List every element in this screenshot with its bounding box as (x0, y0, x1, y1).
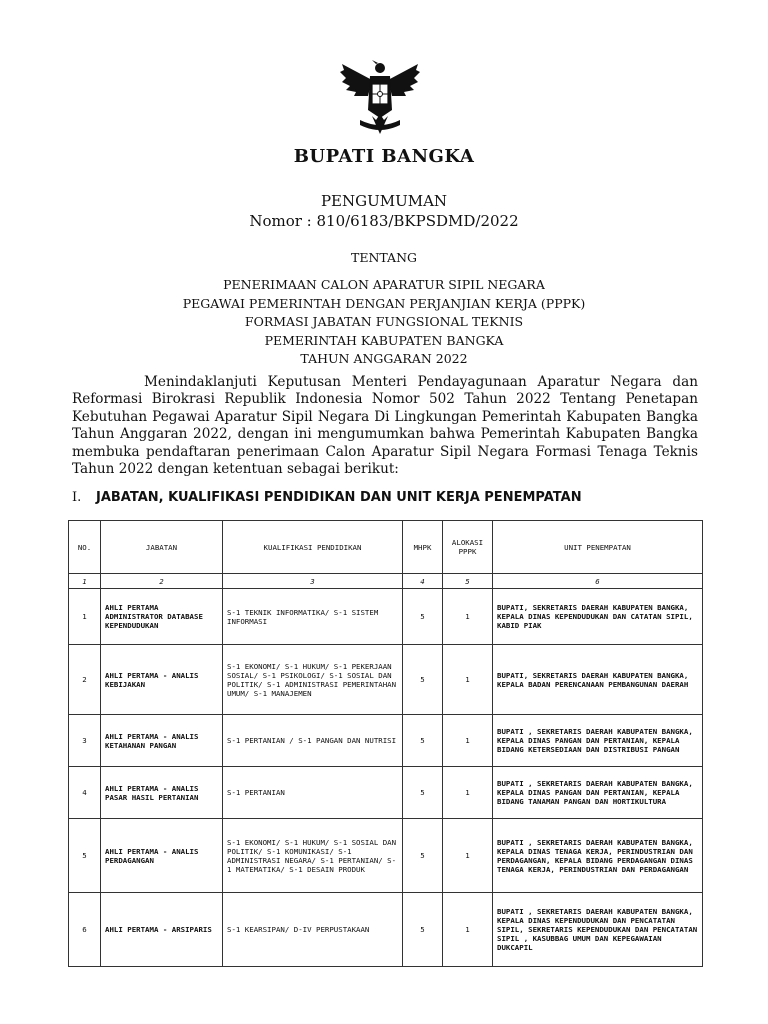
table-index-row (69, 574, 703, 589)
cell-no: 5 (69, 819, 101, 893)
cell-alokasi: 1 (443, 767, 493, 819)
subject-line: PEMERINTAH KABUPATEN BANGKA (264, 332, 504, 348)
cell-unit: BUPATI, SEKRETARIS DAERAH KABUPATEN BANGKA, KEPALA BADAN PERENCANAAN PEMBANGUNAN DAERAH (493, 645, 703, 715)
cell-mhpk: 5 (403, 645, 443, 715)
cell-jabatan: AHLI PERTAMA - ARSIPARIS (101, 893, 223, 967)
garuda-emblem-icon (338, 58, 422, 138)
table-header-row (69, 521, 703, 574)
cell-kualifikasi: S-1 EKONOMI/ S-1 HUKUM/ S-1 PEKERJAAN SOSIAL/ S-1 PSIKOLOGI/ S-1 SOSIAL DAN POLITIK/ S-1 ADMINISTRASI PEMERINTAHAN UMUM/ S-1 MANAJEMEN (223, 645, 403, 715)
cell-kualifikasi: S-1 TEKNIK INFORMATIKA/ S-1 SISTEM INFORMASI (223, 589, 403, 645)
cell-mhpk: 5 (403, 819, 443, 893)
cell-mhpk: 5 (403, 893, 443, 967)
cell-jabatan: AHLI PERTAMA - ANALIS KETAHANAN PANGAN (101, 715, 223, 767)
cell-unit: BUPATI , SEKRETARIS DAERAH KABUPATEN BANGKA, KEPALA DINAS PANGAN DAN PERTANIAN, KEPALA BIDANG KETERSEDIAAN DAN DISTRIBUSI PANGAN (493, 715, 703, 767)
table-row (69, 589, 703, 645)
header-alokasi: ALOKASI PPPK (443, 521, 493, 574)
table-row (69, 767, 703, 819)
cell-alokasi: 1 (443, 893, 493, 967)
cell-alokasi: 1 (443, 589, 493, 645)
index-cell: 2 (101, 574, 223, 589)
subject-line: TAHUN ANGGARAN 2022 (300, 351, 468, 367)
about-label: TENTANG (350, 250, 417, 265)
cell-alokasi: 1 (443, 715, 493, 767)
header-mhpk: MHPK (403, 521, 443, 574)
cell-alokasi: 1 (443, 645, 493, 715)
cell-no: 4 (69, 767, 101, 819)
cell-jabatan: AHLI PERTAMA - ANALIS PERDAGANGAN (101, 819, 223, 893)
table-row (69, 715, 703, 767)
cell-unit: BUPATI , SEKRETARIS DAERAH KABUPATEN BANGKA, KEPALA DINAS PANGAN DAN PERTANIAN, KEPALA BIDANG TANAMAN PANGAN DAN HORTIKULTURA (493, 767, 703, 819)
section-number: I. (72, 490, 82, 505)
cell-kualifikasi: S-1 PERTANIAN / S-1 PANGAN DAN NUTRISI (223, 715, 403, 767)
header-unit: UNIT PENEMPATAN (493, 521, 703, 574)
cell-mhpk: 5 (403, 767, 443, 819)
announcement-label: PENGUMUMAN (320, 192, 448, 210)
index-cell: 1 (69, 574, 101, 589)
cell-kualifikasi: S-1 EKONOMI/ S-1 HUKUM/ S-1 SOSIAL DAN POLITIK/ S-1 KOMUNIKASI/ S-1 ADMINISTRASI NEGARA/ S-1 PERTANIAN/ S-1 MATEMATIKA/ S-1 DESAIN PRODUK (223, 819, 403, 893)
header-no: NO. (69, 521, 101, 574)
cell-jabatan: AHLI PERTAMA ADMINISTRATOR DATABASE KEPENDUDUKAN (101, 589, 223, 645)
cell-unit: BUPATI , SEKRETARIS DAERAH KABUPATEN BANGKA, KEPALA DINAS TENAGA KERJA, PERINDUSTRIAN DAN PERDAGANGAN, KEPALA BIDANG PERDAGANGAN DINAS TENAGA KERJA, PERINDUSTRIAN DAN PERDAGANGAN (493, 819, 703, 893)
cell-unit: BUPATI, SEKRETARIS DAERAH KABUPATEN BANGKA, KEPALA DINAS KEPENDUDUKAN DAN CATATAN SIPIL, KABID PIAK (493, 589, 703, 645)
cell-no: 1 (69, 589, 101, 645)
positions-table (68, 520, 703, 967)
cell-kualifikasi: S-1 KEARSIPAN/ D-IV PERPUSTAKAAN (223, 893, 403, 967)
header-kualifikasi: KUALIFIKASI PENDIDIKAN (223, 521, 403, 574)
cell-no: 3 (69, 715, 101, 767)
cell-no: 2 (69, 645, 101, 715)
cell-mhpk: 5 (403, 715, 443, 767)
cell-alokasi: 1 (443, 819, 493, 893)
announcement-number: Nomor : 810/6183/BKPSDMD/2022 (249, 212, 519, 230)
table-row (69, 893, 703, 967)
subject-line: FORMASI JABATAN FUNGSIONAL TEKNIS (244, 314, 524, 330)
section-heading (72, 490, 582, 505)
index-cell: 5 (443, 574, 493, 589)
index-cell: 3 (223, 574, 403, 589)
cell-no: 6 (69, 893, 101, 967)
table-row (69, 819, 703, 893)
table-row (69, 645, 703, 715)
header-jabatan: JABATAN (101, 521, 223, 574)
document-title: BUPATI BANGKA (293, 146, 475, 167)
intro-paragraph: Menindaklanjuti Keputusan Menteri Pendayagunaan Aparatur Negara dan Reformasi Birokrasi Republik Indonesia Nomor 502 Tahun 2022 Tentang Penetapan Kebutuhan Pegawai Aparatur Sipil Negara Di Lingkungan Pemerintah Kabupaten Bangka Tahun Anggaran 2022, dengan ini mengumumkan bahwa Pemerintah Kabupaten Bangka membuka pendaftaran penerimaan Calon Aparatur Sipil Negara Formasi Tenaga Teknis Tahun 2022 dengan ketentuan sebagai berikut: (72, 374, 698, 478)
cell-jabatan: AHLI PERTAMA - ANALIS KEBIJAKAN (101, 645, 223, 715)
subject-line: PEGAWAI PEMERINTAH DENGAN PERJANJIAN KERJA (PPPK) (182, 295, 586, 311)
cell-jabatan: AHLI PERTAMA - ANALIS PASAR HASIL PERTANIAN (101, 767, 223, 819)
cell-unit: BUPATI , SEKRETARIS DAERAH KABUPATEN BANGKA, KEPALA DINAS KEPENDUDUKAN DAN PENCATATAN SIPIL, SEKRETARIS KEPENDUDUKAN DAN PENCATATAN SIPIL , KASUBBAG UMUM DAN KEPEGAWAIAN DUKCAPIL (493, 893, 703, 967)
section-title: JABATAN, KUALIFIKASI PENDIDIKAN DAN UNIT KERJA PENEMPATAN (96, 490, 582, 505)
index-cell: 4 (403, 574, 443, 589)
index-cell: 6 (493, 574, 703, 589)
subject-line: PENERIMAAN CALON APARATUR SIPIL NEGARA (223, 277, 545, 292)
cell-mhpk: 5 (403, 589, 443, 645)
subject-block (0, 276, 768, 369)
cell-kualifikasi: S-1 PERTANIAN (223, 767, 403, 819)
